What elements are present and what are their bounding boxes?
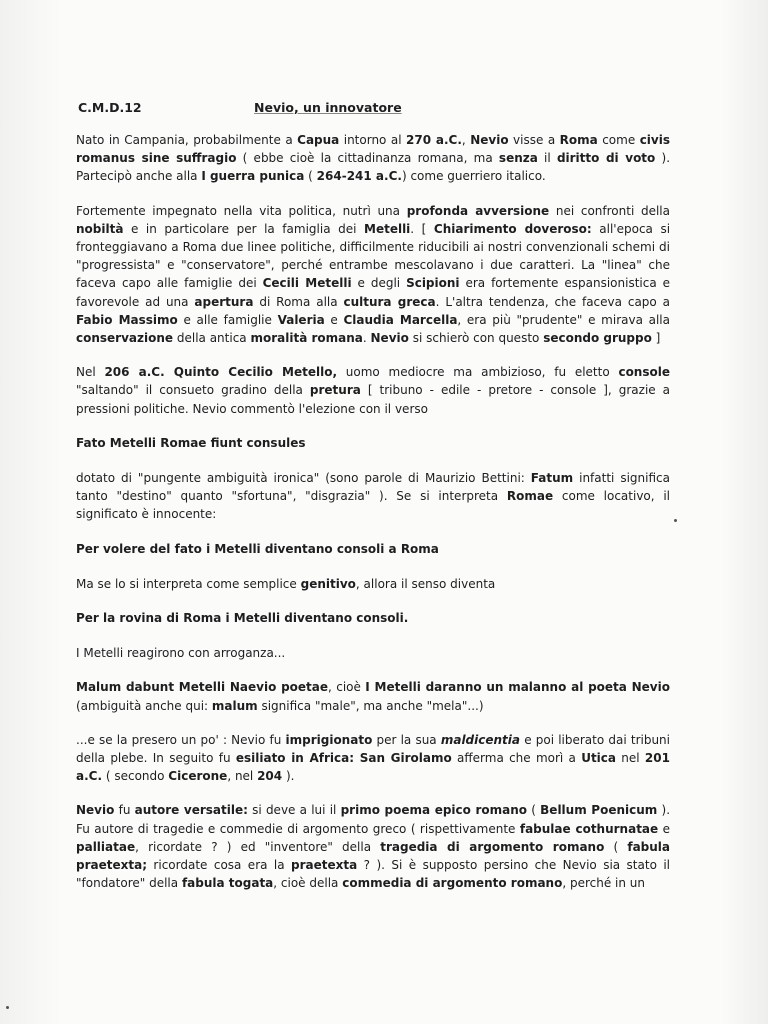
bold-text: Utica: [581, 751, 617, 766]
text-run: nei confronti della: [549, 203, 670, 218]
text-run: , ricordate ? ) ed "inventore" della: [135, 839, 381, 854]
text-run: Nel: [76, 365, 105, 380]
bold-text: senza: [498, 151, 538, 166]
bold-text: Chiarimento doveroso:: [433, 221, 592, 236]
bold-text: Malum dabunt Metelli Naevio poetae: [76, 680, 329, 695]
bold-text: Nevio: [76, 803, 115, 818]
paragraph-reaction: [76, 644, 670, 662]
text-run: Ma se lo si interpreta come semplice: [76, 576, 301, 591]
text-run: e alle famiglie: [177, 312, 278, 327]
bold-text: Cecili Metelli: [262, 276, 352, 291]
text-run: il: [537, 151, 557, 166]
bold-text: palliatae: [76, 839, 136, 854]
paragraph-metello: [76, 363, 670, 418]
bold-text: 206 a.C. Quinto Cecilio Metello,: [104, 365, 338, 380]
bold-text: praetexta: [291, 858, 358, 873]
bold-text: fabula praetexta;: [76, 839, 671, 873]
text-run: e: [324, 312, 344, 327]
paragraph-intro: [76, 131, 670, 186]
bold-text: Cicerone: [168, 769, 228, 784]
bold-text: console: [618, 365, 670, 380]
text-run: della antica: [173, 331, 251, 346]
paragraph-ambiguity: [76, 469, 670, 524]
text-run: Fortemente impegnato nella vita politica, nutrì una: [76, 203, 407, 218]
text-run: ? ). Si è supposto persino che Nevio sia stato il "fondatore" della: [76, 858, 671, 891]
document-body: [76, 131, 670, 909]
bold-text: 201 a.C.: [76, 751, 670, 784]
text-run: si schierò con questo: [408, 331, 544, 346]
text-run: ]: [651, 331, 661, 346]
bold-text: 204: [257, 769, 283, 784]
text-run: .: [362, 331, 371, 346]
bold-text: fabula togata: [181, 876, 274, 891]
text-run: , allora il senso diventa: [355, 576, 496, 591]
bold-text: profonda avversione: [406, 203, 550, 218]
bold-text: Scipioni: [406, 276, 460, 291]
text-run: e poi liberato dai tribuni della plebe. In seguito fu: [76, 732, 670, 766]
text-run: come: [597, 133, 640, 147]
document-code: C.M.D.12: [78, 100, 142, 115]
bold-text: commedia di argomento romano: [342, 876, 563, 891]
text-run: e in particolare per la famiglia dei: [123, 221, 364, 236]
text-run: uomo mediocre ma ambizioso, fu eletto: [337, 365, 619, 380]
bold-text: Fato Metelli Romae fiunt consules: [76, 435, 306, 450]
text-run: Nato in Campania, probabilmente a: [76, 133, 298, 147]
bold-text: imprigionato: [285, 732, 373, 747]
text-run: ( secondo: [102, 769, 169, 784]
bold-text: malum: [211, 698, 258, 713]
text-run: . [: [410, 221, 434, 236]
paragraph-malum: [76, 678, 670, 714]
bold-text: Nevio: [470, 133, 509, 147]
document-title: Nevio, un innovatore: [254, 100, 402, 115]
bold-text: Nevio: [370, 331, 409, 346]
document-header: [78, 100, 698, 120]
text-run: , cioè della: [273, 876, 343, 891]
bold-text: nobiltà: [76, 221, 124, 236]
text-run: per la sua: [372, 732, 441, 747]
text-run: nel: [616, 751, 645, 766]
text-run: (ambiguità anche qui:: [76, 698, 212, 713]
translation-locative: [76, 540, 670, 558]
bold-text: esiliato in Africa: San Girolamo: [235, 751, 452, 766]
paragraph-genitive: [76, 575, 670, 593]
text-run: , cioè: [328, 680, 366, 695]
bold-text: Romae: [506, 489, 554, 504]
verse-fato: [76, 434, 670, 452]
text-run: . L'altra tendenza, che faceva capo a: [435, 294, 670, 309]
text-run: dotato di "pungente ambiguità ironica" (sono parole di Maurizio Bettini:: [76, 471, 531, 486]
text-run: ).: [282, 769, 295, 784]
text-run: come locativo, il significato è innocente:: [76, 489, 671, 522]
text-run: "saltando" il consueto gradino della: [76, 383, 310, 398]
text-run: si deve a lui il: [247, 803, 341, 818]
bold-text: 270 a.C.: [406, 133, 462, 147]
text-run: (: [604, 839, 628, 854]
text-run: , nel: [227, 769, 258, 784]
scan-speck: [674, 519, 677, 522]
bold-text: I Metelli daranno un malanno al poeta Nevio: [365, 680, 670, 695]
bold-text: moralità romana: [250, 331, 363, 346]
text-run: , perché in un: [562, 876, 645, 891]
bold-text: apertura: [194, 294, 254, 309]
bold-text: diritto di voto: [556, 151, 656, 166]
text-run: intorno al: [339, 133, 407, 147]
text-run: , era più "prudente" e mirava alla: [457, 312, 670, 327]
bold-text: Per la rovina di Roma i Metelli diventano consoli.: [76, 611, 409, 626]
bold-text: I guerra punica: [201, 169, 305, 184]
text-run: e degli: [351, 276, 407, 291]
text-run: ricordate cosa era la: [147, 858, 292, 873]
bold-text: primo poema epico romano: [340, 803, 528, 818]
paragraph-politics: [76, 202, 670, 348]
text-run: fu: [114, 803, 135, 818]
paragraph-exile: [76, 731, 670, 786]
bold-text: Metelli: [364, 221, 411, 236]
bold-text: Per volere del fato i Metelli diventano consoli a Roma: [76, 541, 439, 556]
text-run: infatti significa tanto "destino" quanto "sfortuna", "disgrazia" ). Se si interpreta: [76, 471, 670, 504]
bold-text: autore versatile:: [134, 803, 248, 818]
text-run: ) come guerriero italico.: [401, 169, 546, 184]
bold-text: conservazione: [76, 331, 174, 346]
paragraph-works: [76, 801, 670, 892]
bold-text: Fabio Massimo: [76, 312, 178, 327]
bold-text: maldicentia: [440, 732, 521, 747]
bold-text: Capua: [297, 133, 340, 147]
text-run: visse a: [508, 133, 560, 147]
text-run: (: [304, 169, 317, 184]
bold-text: genitivo: [300, 576, 356, 591]
bold-text: Valeria: [277, 312, 325, 327]
text-run: significa "male", ma anche "mela"...): [257, 698, 484, 713]
bold-text: Bellum Poenicum: [540, 803, 658, 818]
scan-speck: [6, 1006, 9, 1009]
translation-genitive: [76, 609, 670, 627]
bold-text: pretura: [309, 383, 361, 398]
text-run: ,: [461, 133, 471, 147]
text-run: era fortemente espansionistica e favorevole ad una: [76, 276, 670, 309]
text-run: di Roma alla: [253, 294, 344, 309]
bold-text: tragedia di argomento romano: [380, 839, 605, 854]
bold-text: cultura greca: [343, 294, 436, 309]
text-run: ). Partecipò anche alla: [76, 151, 671, 184]
text-run: afferma che morì a: [451, 751, 582, 766]
bold-text: Roma: [559, 133, 598, 147]
text-run: ...e se la presero un po' : Nevio fu: [76, 732, 286, 747]
text-run: I Metelli reagirono con arroganza...: [76, 646, 286, 661]
text-run: ( ebbe cioè la cittadinanza romana, ma: [236, 151, 499, 166]
bold-text: fabulae cothurnatae: [519, 821, 659, 836]
bold-text: Claudia Marcella: [343, 312, 458, 327]
bold-text: Fatum: [530, 471, 574, 486]
bold-text: civis romanus sine suffragio: [76, 133, 670, 166]
bold-text: 264-241 a.C.: [316, 169, 402, 184]
bold-text: secondo gruppo: [543, 331, 652, 346]
text-run: (: [527, 803, 541, 818]
text-run: e: [658, 821, 670, 836]
text-run: [ tribuno - edile - pretore - console ], grazie a pressioni politiche. Nevio commentò l'elezione con il verso: [76, 383, 671, 416]
text-run: all'epoca si fronteggiavano a Roma due linee politiche, difficilmente riducibili ai nostri convenzionali schemi di "progressista" e "conservatore", perché entrambe mescolavano i due caratteri. La "linea" che faceva capo alle famiglie dei: [76, 221, 671, 291]
text-run: ). Fu autore di tragedie e commedie di argomento greco ( rispettivamente: [76, 803, 671, 836]
